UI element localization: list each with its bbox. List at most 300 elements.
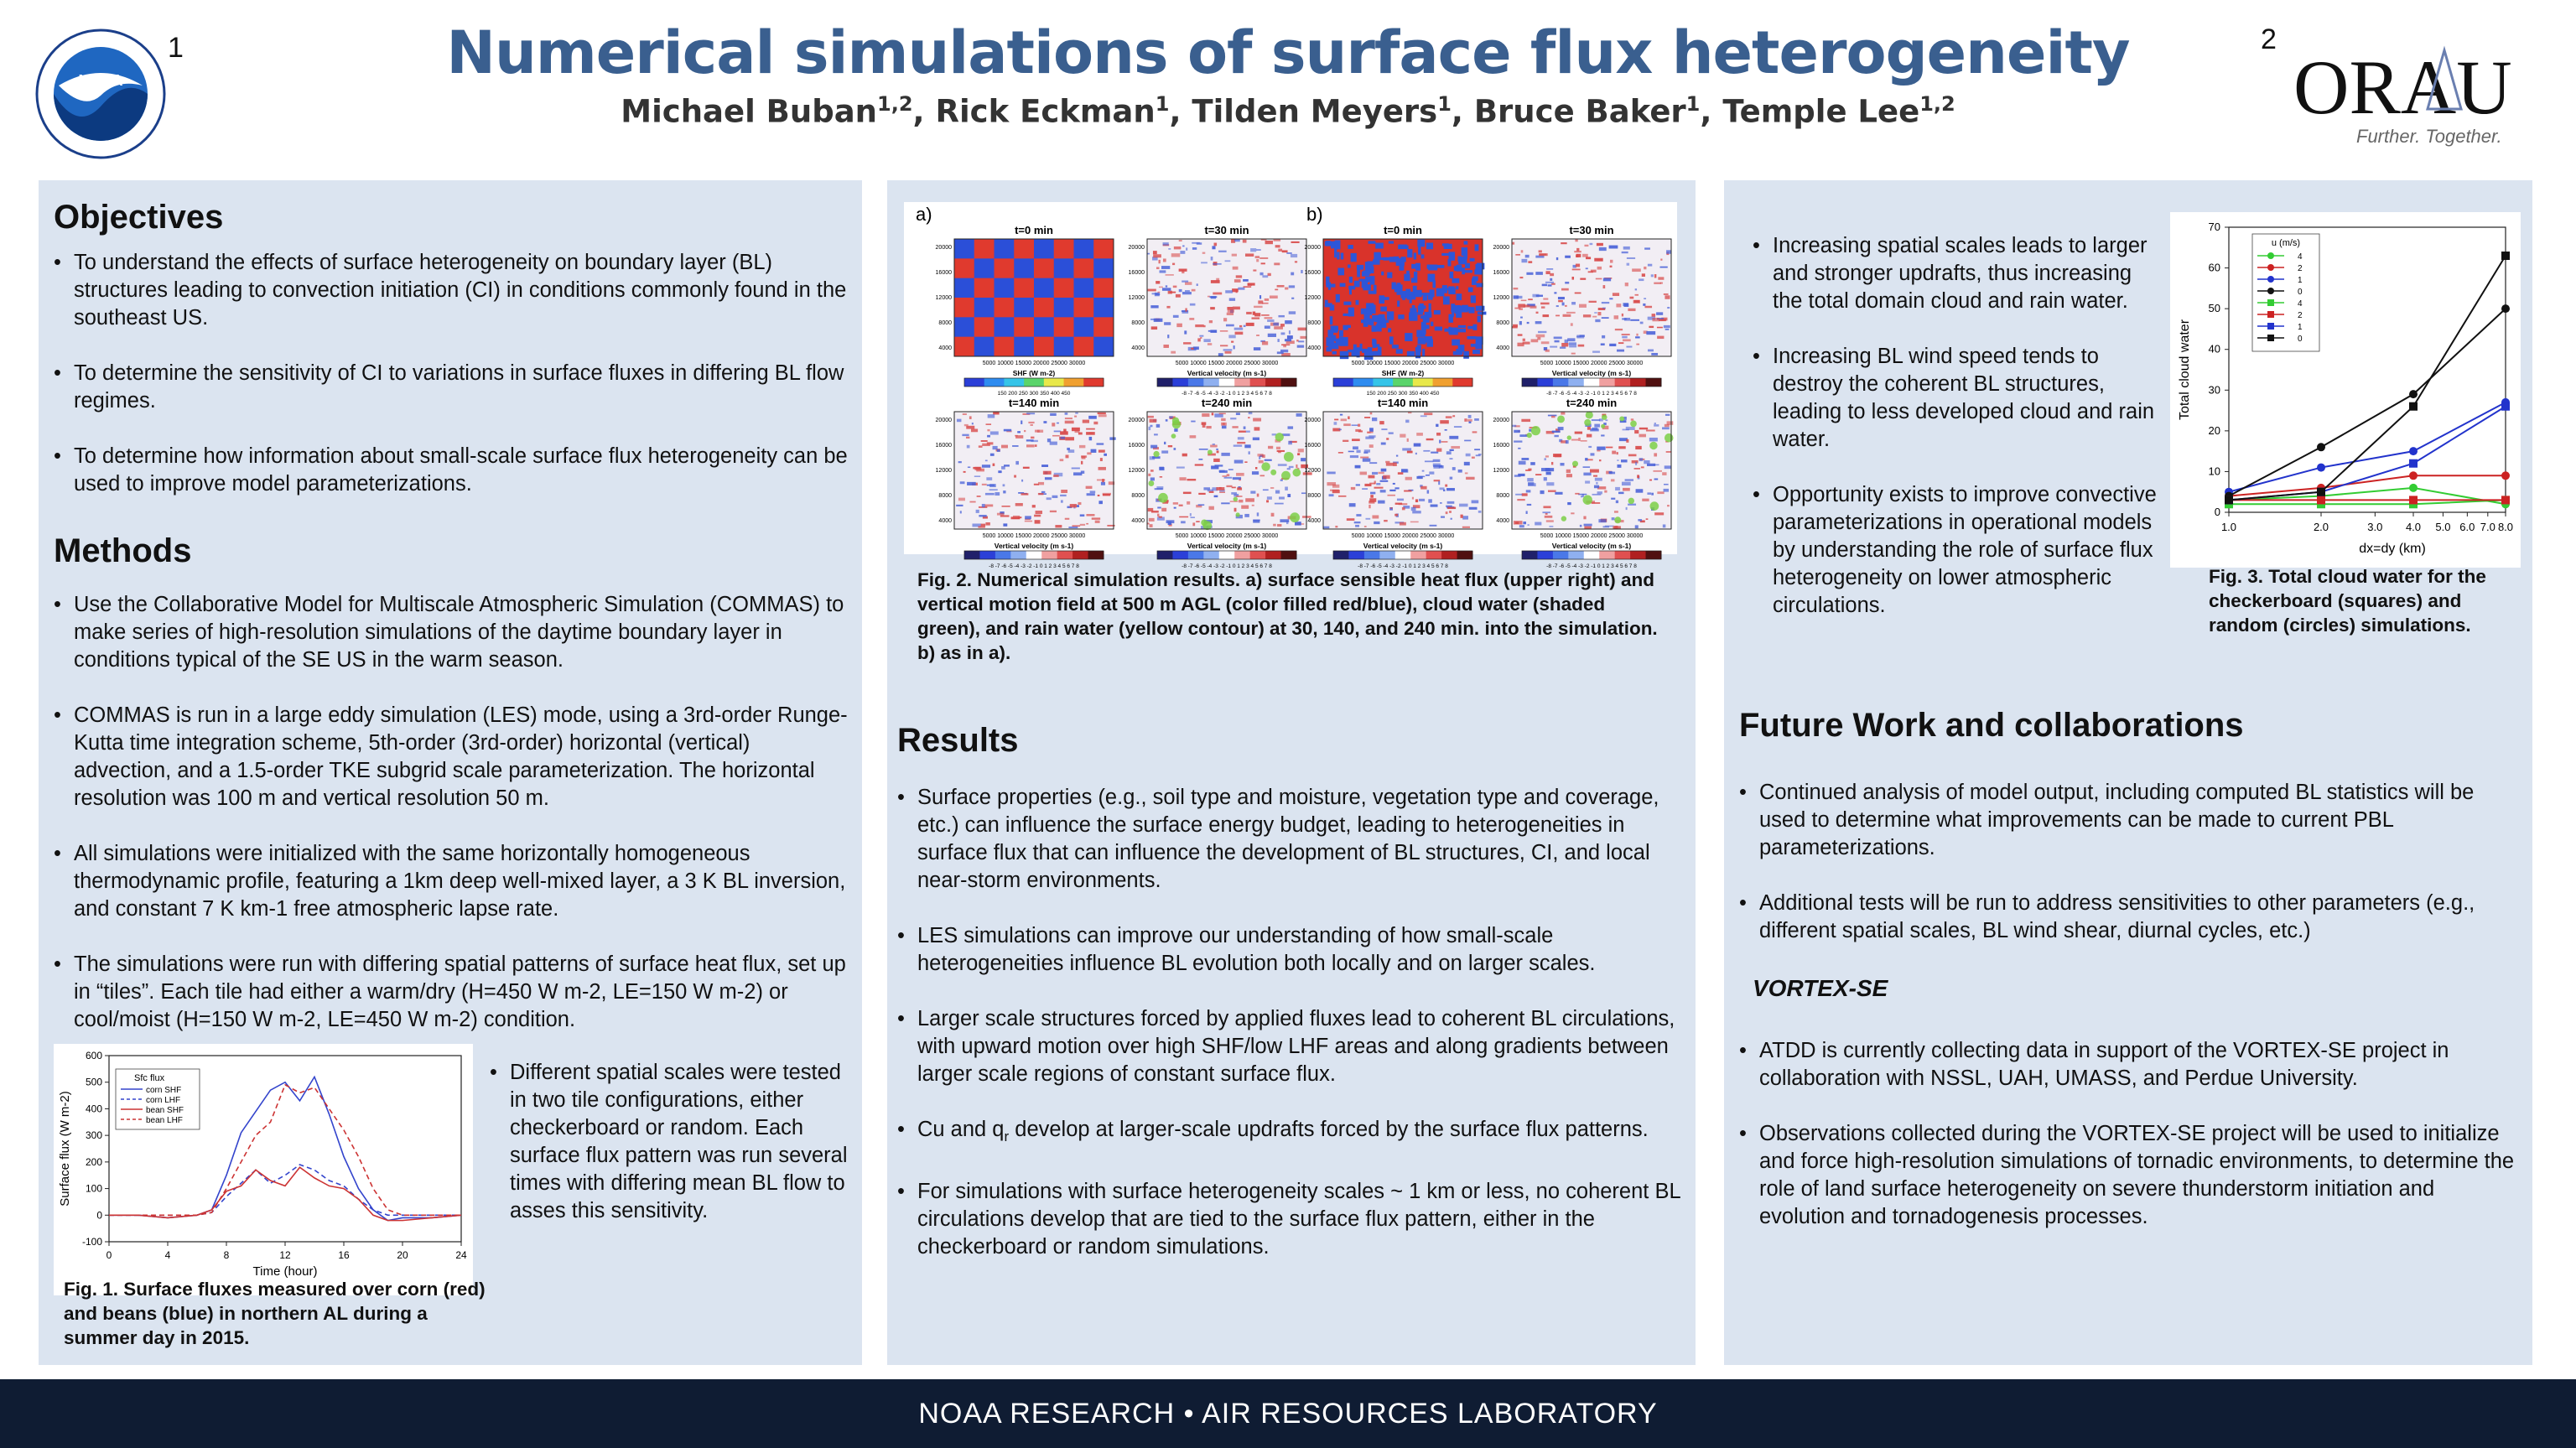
fig3-ytick-label: 30 xyxy=(2208,383,2220,397)
fig2-w-streak xyxy=(1597,447,1605,450)
fig2-w-streak xyxy=(1449,511,1452,513)
fig2-w-streak xyxy=(1644,267,1646,269)
fig2-w-streak xyxy=(1244,325,1246,327)
fig2-w-streak xyxy=(1622,334,1630,335)
fig2-w-streak xyxy=(1524,304,1530,307)
fig2-w-streak xyxy=(1261,262,1265,264)
fig2-w-streak xyxy=(1052,496,1058,498)
fig2-shf-blob xyxy=(1443,296,1450,304)
fig2-w-streak xyxy=(1408,413,1411,414)
fig2-w-streak xyxy=(1449,449,1453,451)
fig2-w-streak xyxy=(1604,490,1607,493)
fig2-w-streak xyxy=(1545,513,1548,515)
fig2-w-streak xyxy=(1649,438,1658,441)
fig2-w-streak xyxy=(1430,525,1437,527)
fig2-w-streak xyxy=(1223,318,1227,321)
fig2-w-streak xyxy=(1211,465,1218,469)
fig2-colorbar-cell xyxy=(1333,551,1349,559)
fig2-w-streak xyxy=(1202,252,1206,254)
fig2-w-streak xyxy=(1541,341,1550,344)
fig2-w-streak xyxy=(1541,306,1545,308)
fig2-w-streak xyxy=(1163,242,1169,246)
fig2-w-streak xyxy=(1615,329,1623,330)
fig2-w-streak xyxy=(1654,479,1659,480)
fig2-w-streak xyxy=(1387,495,1395,496)
fig1-xtick-label: 12 xyxy=(279,1249,291,1261)
fig2-shf-blob xyxy=(1392,283,1396,290)
fig2-w-streak xyxy=(1575,240,1577,242)
fig2-w-streak xyxy=(1232,426,1238,428)
fig2-w-streak xyxy=(1597,312,1601,315)
fig2-w-streak xyxy=(1594,485,1599,489)
fig2-w-streak xyxy=(1560,463,1564,465)
fig2-xtick-labels: 5000 10000 15000 20000 25000 30000 xyxy=(1540,533,1644,539)
fig3-legend-marker xyxy=(2267,288,2274,294)
fig1-xlabel: Time (hour) xyxy=(252,1264,318,1279)
fig2-w-streak xyxy=(1267,319,1274,322)
fig2-w-streak xyxy=(1156,281,1160,283)
fig2-shf-tile xyxy=(974,337,995,357)
fig2-w-streak xyxy=(1253,312,1255,315)
fig2-shf-blob xyxy=(1428,265,1437,271)
vortex-heading: VORTEX-SE xyxy=(1753,975,1888,1001)
fig2-shf-tile xyxy=(1054,239,1074,259)
fig2-shf-blob xyxy=(1332,351,1337,355)
fig2-w-streak xyxy=(1216,278,1219,281)
fig2-w-streak xyxy=(1594,424,1600,428)
fig2-w-streak xyxy=(1429,471,1434,474)
fig2-w-streak xyxy=(988,414,995,418)
fig2-w-streak xyxy=(1532,294,1539,298)
fig2-w-streak xyxy=(1098,449,1105,452)
fig2-w-streak xyxy=(1186,247,1187,250)
fig2-w-streak xyxy=(1208,343,1212,345)
fig2-w-streak xyxy=(1602,317,1609,319)
fig2-shf-blob xyxy=(1364,351,1374,360)
fig2-w-streak xyxy=(1237,487,1242,490)
fig2-w-streak xyxy=(1451,518,1452,520)
fig2-w-streak xyxy=(1459,504,1467,507)
fig2-w-streak xyxy=(1161,508,1166,511)
fig2-shf-blob xyxy=(1418,312,1423,315)
fig2-w-streak xyxy=(1370,492,1375,495)
fig2-w-streak xyxy=(1228,335,1235,338)
fig2-w-streak xyxy=(1239,500,1243,502)
fig2-ytick-label: 8000 xyxy=(1496,493,1509,499)
fig2-w-streak xyxy=(1174,507,1176,509)
fig2-shf-tile xyxy=(1034,317,1054,337)
fig2-w-streak xyxy=(1544,477,1547,480)
methods-side-list xyxy=(490,1059,859,1253)
fig2-colorbar-cell xyxy=(1615,378,1631,387)
methods-item: • Use the Collaborative Model for Multiscale Atmospheric Simulation (COMMAS) to make series of high-resolution simulations of the daytime boundary layer in conditions typical of the SE US in the warm season. xyxy=(54,591,850,674)
fig2-w-streak xyxy=(1060,431,1068,434)
fig2-w-streak xyxy=(1465,472,1468,474)
fig2-w-streak xyxy=(1226,485,1232,487)
fig2-w-streak xyxy=(1398,472,1404,475)
fig2-w-streak xyxy=(1523,342,1530,345)
fig2-w-streak xyxy=(1439,440,1441,444)
fig2-w-streak xyxy=(1368,435,1375,438)
fig2-w-streak xyxy=(1654,512,1664,515)
fig2-w-streak xyxy=(1584,524,1592,527)
fig2-w-streak xyxy=(1566,474,1572,477)
fig2-w-streak xyxy=(1023,467,1030,469)
fig2-w-streak xyxy=(1233,307,1240,310)
fig2-w-streak xyxy=(1275,490,1280,494)
fig2-w-streak xyxy=(1233,345,1235,349)
fig2-shf-blob xyxy=(1462,251,1465,254)
fig2-w-streak xyxy=(1179,477,1186,480)
fig2-cloud-patch xyxy=(1557,415,1565,423)
fig2-w-streak xyxy=(1334,422,1337,425)
fig3-xtick-label: 4.0 xyxy=(2405,521,2422,533)
fig2-w-streak xyxy=(1222,475,1227,477)
fig2-w-streak xyxy=(1210,330,1217,333)
fig2-w-streak xyxy=(1280,519,1289,522)
fig2-w-streak xyxy=(1166,274,1174,276)
fig2-w-streak xyxy=(1265,459,1272,461)
fig2-colorbar-cell xyxy=(1333,378,1353,387)
fig2-w-streak xyxy=(1176,294,1181,298)
author-affiliation: 1 xyxy=(1437,92,1452,116)
fig2-w-streak xyxy=(1148,427,1150,430)
methods-item: • All simulations were initialized with the same horizontally homogeneous thermodynamic profile, featuring a 1km deep well-mixed layer, a 3 K BL inversion, and constant 7 K km-1 free atmospheric lapse rate. xyxy=(54,840,850,923)
fig2-w-streak xyxy=(1217,450,1219,453)
fig2-w-streak xyxy=(1626,427,1635,430)
fig2-w-streak xyxy=(1372,472,1378,475)
fig2-w-streak xyxy=(1015,461,1019,465)
fig2-w-streak xyxy=(977,496,981,497)
fig2-colorbar-label: SHF (W m-2) xyxy=(1381,369,1425,377)
fig2-w-streak xyxy=(1233,444,1242,446)
fig2-w-streak xyxy=(1199,449,1208,450)
fig2-w-streak xyxy=(1254,306,1263,308)
fig2-w-streak xyxy=(1543,506,1550,508)
fig2-w-streak xyxy=(1587,459,1592,460)
fig2-w-streak xyxy=(1595,478,1602,481)
fig2-colorbar-cell xyxy=(979,551,995,559)
fig2-shf-blob xyxy=(1337,268,1344,276)
fig2-w-streak xyxy=(1338,496,1346,497)
fig3-point-square xyxy=(2317,496,2325,504)
fig2-w-streak xyxy=(1214,496,1218,497)
fig2-colorbar-cell xyxy=(1004,378,1024,387)
fig2-shf-blob xyxy=(1397,293,1402,295)
fig2-w-streak xyxy=(1250,248,1256,252)
fig2-shf-tile xyxy=(954,239,974,259)
fig2-w-streak xyxy=(1583,314,1591,317)
fig2-w-streak xyxy=(1035,430,1040,433)
fig2-w-streak xyxy=(1268,334,1276,337)
fig2-cloud-patch xyxy=(1236,512,1240,516)
fig2-colorbar-cell xyxy=(1364,551,1380,559)
fig2-shf-blob xyxy=(1470,258,1475,262)
fig2-shf-blob xyxy=(1367,261,1373,269)
fig2-w-streak xyxy=(1072,525,1080,527)
fig3-xtick-label: 1.0 xyxy=(2220,521,2237,533)
fig2-ytick-label: 12000 xyxy=(1493,295,1509,301)
fig2-w-streak xyxy=(1522,493,1528,496)
fig2-w-streak xyxy=(1277,339,1279,342)
fig2-w-streak xyxy=(1160,476,1162,478)
fig2-ytick-label: 8000 xyxy=(1131,320,1145,326)
fig2-shf-blob xyxy=(1405,291,1408,296)
fig2-w-streak xyxy=(968,466,970,468)
fig2-w-streak xyxy=(1446,451,1452,454)
fig2-w-streak xyxy=(1148,474,1150,476)
fig2-ytick-label: 20000 xyxy=(1128,245,1145,251)
fig2-w-streak xyxy=(1191,516,1195,518)
fig2-w-streak xyxy=(1664,484,1669,485)
fig3-caption: Fig. 3. Total cloud water for the checkerboard (squares) and random (circles) simulations. xyxy=(2209,566,2486,636)
fig2-ytick-label: 16000 xyxy=(935,270,952,276)
fig2-w-streak xyxy=(1231,341,1233,343)
fig2-shf-tile xyxy=(974,317,995,337)
fig2-w-streak xyxy=(1278,464,1287,466)
fig2-colorbar-cell xyxy=(1410,551,1426,559)
fig2-w-streak xyxy=(1098,467,1106,470)
fig2-shf-blob xyxy=(1411,264,1418,269)
fig2-w-streak xyxy=(1641,466,1644,468)
fig3-legend-marker xyxy=(2267,252,2274,259)
fig1-ytick-label: 200 xyxy=(85,1155,102,1168)
fig2-w-streak xyxy=(1446,488,1455,490)
fig2-ytick-label: 4000 xyxy=(938,518,952,524)
fig2-shf-blob xyxy=(1333,326,1338,332)
fig2-w-streak xyxy=(1551,416,1555,418)
fig2-w-streak xyxy=(1367,432,1370,433)
fig3-point-circle xyxy=(2501,471,2510,480)
fig2-shf-tile xyxy=(1014,337,1034,357)
fig2-w-streak xyxy=(967,482,976,485)
fig2-w-streak xyxy=(1147,522,1149,524)
fig2-shf-blob xyxy=(1434,310,1441,314)
fig2-w-streak xyxy=(1055,525,1062,527)
middle-panel xyxy=(887,180,1696,1365)
fig2-w-streak xyxy=(1625,283,1628,286)
fig2-w-streak xyxy=(1405,420,1409,423)
fig2-w-streak xyxy=(1332,485,1339,488)
fig2-w-streak xyxy=(1239,431,1246,433)
fig2-w-streak xyxy=(1576,248,1579,252)
fig2-w-streak xyxy=(1632,268,1641,272)
fig2-w-streak xyxy=(1301,270,1302,273)
fig2-w-streak xyxy=(1356,450,1360,453)
fig2-w-streak xyxy=(1297,345,1304,348)
fig2-w-streak xyxy=(1070,504,1077,507)
fig2-colorbar-cell xyxy=(1088,551,1104,559)
fig2-shf-blob xyxy=(1418,337,1426,344)
fig2-shf-tile xyxy=(1093,258,1114,278)
fig3-point-square xyxy=(2501,402,2510,411)
fig2-w-streak xyxy=(1173,448,1176,450)
fig2-w-streak xyxy=(1576,254,1581,257)
fig2-w-streak xyxy=(1246,312,1252,314)
fig2-w-streak xyxy=(1609,344,1616,346)
fig2-w-streak xyxy=(1212,246,1215,249)
fig2-w-streak xyxy=(1419,499,1425,501)
fig2-shf-blob xyxy=(1372,325,1377,331)
fig2-w-streak xyxy=(1162,288,1171,290)
fig2-w-streak xyxy=(1028,422,1034,423)
noaa-logo-text: NOAA xyxy=(78,72,123,89)
fig2-cloud-patch xyxy=(1290,512,1300,522)
fig2-ytick-label: 12000 xyxy=(1128,295,1145,301)
fig2-w-streak xyxy=(1017,431,1021,433)
fig2-cloud-patch xyxy=(1602,414,1607,420)
fig2-w-streak xyxy=(1555,340,1560,343)
fig2-w-streak xyxy=(1230,418,1236,419)
fig2-colorbar-cell xyxy=(1553,378,1569,387)
fig2-shf-tile xyxy=(1074,239,1094,259)
fig2-w-streak xyxy=(1606,447,1613,449)
fig2-w-streak xyxy=(1197,242,1202,245)
fig2-w-streak xyxy=(1298,328,1307,331)
fig2-w-streak xyxy=(1192,247,1197,250)
fig2-w-streak xyxy=(1646,331,1655,335)
fig2-w-streak xyxy=(987,429,989,431)
fig3-ytick-label: 70 xyxy=(2208,221,2220,233)
fig3-point-square xyxy=(2225,496,2233,504)
fig2-w-streak xyxy=(1603,278,1611,282)
fig2-w-streak xyxy=(998,470,1001,473)
fig2-w-streak xyxy=(1368,505,1370,508)
fig2-w-streak xyxy=(1209,506,1214,510)
fig2-w-streak xyxy=(962,434,969,436)
fig2-shf-blob xyxy=(1330,316,1333,324)
fig2-w-streak xyxy=(1412,497,1414,500)
fig2-w-streak xyxy=(1088,416,1097,419)
fig3-legend-box xyxy=(2252,234,2319,351)
fig2-colorbar-cell xyxy=(1379,551,1395,559)
fig2-shf-tile xyxy=(995,317,1015,337)
fig2-w-streak xyxy=(1616,501,1618,503)
fig2-w-streak xyxy=(1478,454,1482,455)
fig2-w-streak xyxy=(1185,290,1190,292)
fig2-w-streak xyxy=(1277,285,1285,288)
fig2-colorbar-cell xyxy=(1348,551,1364,559)
fig2-shf-blob xyxy=(1387,272,1392,278)
fig2-w-streak xyxy=(1635,336,1640,338)
fig2-w-streak xyxy=(1514,475,1521,476)
fig2-shf-blob xyxy=(1435,327,1442,331)
fig2-w-streak xyxy=(1277,351,1284,354)
fig2-w-streak xyxy=(1274,262,1280,265)
fig2-w-streak xyxy=(1195,324,1203,327)
fig2-svg xyxy=(904,202,1677,569)
fig2-w-streak xyxy=(1653,470,1662,472)
fig3-legend-entry: 1 xyxy=(2298,323,2303,332)
fig2-w-streak xyxy=(1583,516,1586,520)
fig2-w-streak xyxy=(1540,303,1550,305)
fig2-w-streak xyxy=(1665,295,1670,298)
fig2-cloud-patch xyxy=(1650,501,1659,511)
fig2-w-streak xyxy=(1243,240,1247,243)
fig2-w-streak xyxy=(1275,503,1284,505)
fig2-w-streak xyxy=(1219,487,1222,489)
fig2-w-streak xyxy=(1179,505,1183,506)
fig2-w-streak xyxy=(1374,480,1376,484)
fig2-w-streak xyxy=(1536,312,1539,314)
fig2-colorbar-cell xyxy=(1522,378,1538,387)
fig3-chart xyxy=(2170,212,2521,568)
fig2-xtick-labels: 5000 10000 15000 20000 25000 30000 xyxy=(1540,361,1644,366)
fig2-colorbar-cell xyxy=(1426,551,1442,559)
fig2-w-streak xyxy=(1169,416,1173,418)
fig2-w-streak xyxy=(1563,314,1571,317)
fig2-w-streak xyxy=(1381,469,1387,472)
fig2-w-streak xyxy=(982,504,985,507)
affiliation-number-2: 2 xyxy=(2261,23,2277,55)
fig2-colorbar-cell xyxy=(1373,378,1393,387)
fig2-w-streak xyxy=(1087,493,1095,496)
fig2-w-streak xyxy=(1355,465,1361,469)
fig2-w-streak xyxy=(1515,522,1519,524)
fig2-w-streak xyxy=(1441,516,1445,517)
fig2-shf-tile xyxy=(1074,298,1094,318)
fig2-w-streak xyxy=(1065,518,1070,520)
fig2-w-streak xyxy=(1287,468,1291,470)
fig2-w-streak xyxy=(1277,450,1285,452)
fig2-w-streak xyxy=(1046,497,1052,500)
fig2-w-streak xyxy=(1254,427,1260,430)
fig2-w-streak xyxy=(1323,527,1329,529)
fig2-w-streak xyxy=(1301,458,1306,461)
fig2-w-streak xyxy=(1090,490,1096,493)
results-item: • Larger scale structures forced by applied fluxes lead to coherent BL circulations, with upward motion over high SHF/low LHF areas and along gradients between larger scale regions of constant surface flux. xyxy=(897,1005,1685,1088)
fig2-subplot xyxy=(1305,224,1487,397)
fig2-cloud-patch xyxy=(1561,516,1566,521)
fig2-colorbar-cell xyxy=(984,378,1005,387)
fig2-w-streak xyxy=(1360,472,1367,475)
fig2-w-streak xyxy=(1245,431,1250,433)
fig2-shf-blob xyxy=(1452,278,1460,283)
fig2-w-streak xyxy=(1221,453,1229,456)
fig2-w-streak xyxy=(1153,251,1157,254)
fig2-w-streak xyxy=(984,504,993,506)
fig2-w-streak xyxy=(1535,272,1543,275)
fig2-colorbar-cell xyxy=(1537,551,1553,559)
fig2-colorbar-label: Vertical velocity (m s-1) xyxy=(1187,369,1267,377)
fig2-w-streak xyxy=(1041,491,1045,493)
fig2-shf-blob xyxy=(1400,265,1404,271)
fig2-w-streak xyxy=(1623,488,1630,491)
fig2-w-streak xyxy=(986,423,992,425)
fig2-subplot-title: t=140 min xyxy=(1377,397,1429,409)
fig1-legend-entry: bean SHF xyxy=(146,1106,184,1115)
fig2-w-streak xyxy=(1582,254,1588,257)
fig2-shf-blob xyxy=(1465,263,1470,268)
fig2-w-streak xyxy=(1551,462,1553,465)
fig2-w-streak xyxy=(1157,506,1161,508)
fig2-w-streak xyxy=(1154,319,1163,322)
fig2-shf-blob xyxy=(1370,276,1375,284)
fig2-w-streak xyxy=(1252,471,1259,475)
fig2-w-streak xyxy=(1609,246,1618,249)
fig2-ytick-label: 8000 xyxy=(1131,493,1145,499)
footer-banner: NOAA RESEARCH • AIR RESOURCES LABORATORY xyxy=(0,1379,2576,1448)
fig2-w-streak xyxy=(1231,492,1237,495)
fig2-w-streak xyxy=(1566,312,1576,314)
fig2-w-streak xyxy=(1219,470,1225,473)
fig2-w-streak xyxy=(1472,501,1479,504)
fig2-w-streak xyxy=(1622,336,1627,339)
fig2-colorbar-cell xyxy=(964,378,984,387)
fig2-w-streak xyxy=(1004,465,1010,466)
fig3-point-circle xyxy=(2501,304,2510,313)
fig2-w-streak xyxy=(1148,289,1156,292)
